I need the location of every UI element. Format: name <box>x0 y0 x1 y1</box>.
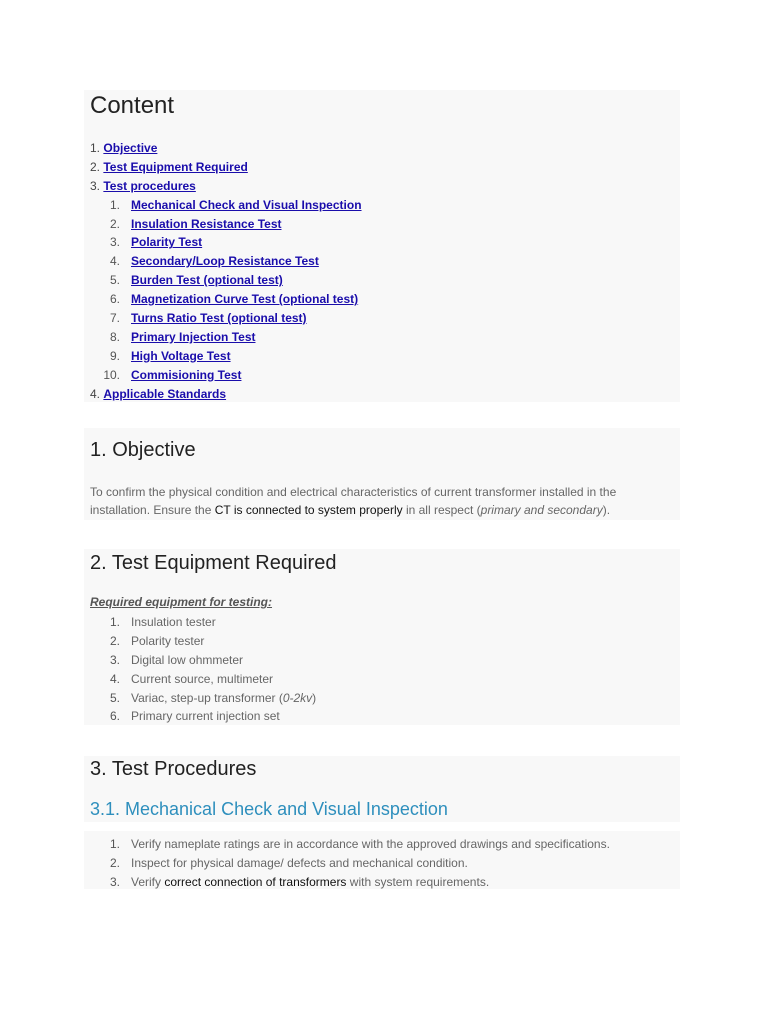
toc-link-applicable-standards[interactable]: Applicable Standards <box>103 386 227 401</box>
objective-paragraph: To confirm the physical condition and electrical characteristics of current transformer installed in the installation. Ensure the CT is connected to system properly in all respect (primary and secondary). <box>90 485 617 517</box>
toc-link-mechanical-check[interactable]: Mechanical Check and Visual Inspection <box>131 197 362 212</box>
procedures-heading: 3. Test Procedures <box>90 758 257 780</box>
toc-link-magnetization[interactable]: Magnetization Curve Test (optional test) <box>131 292 359 307</box>
toc-item: 1. Objective <box>90 141 158 155</box>
toc-sub-item: 1. Mechanical Check and Visual Inspection <box>90 196 670 215</box>
toc-link-objective[interactable]: Objective <box>103 141 158 155</box>
toc-sub-item: 9. High Voltage Test <box>90 347 670 366</box>
toc-item: 3. Test procedures <box>90 178 196 193</box>
procedures-heading-section <box>84 756 680 822</box>
toc-section <box>84 90 680 402</box>
toc-sub-item: 5. Burden Test (optional test) <box>90 271 670 290</box>
toc-sub-item: 10. Commisioning Test <box>90 366 670 385</box>
procedures-steps-section <box>84 831 680 889</box>
toc-link-test-equipment[interactable]: Test Equipment Required <box>103 159 248 174</box>
objective-heading: 1. Objective <box>90 439 196 461</box>
toc-link-secondary-loop[interactable]: Secondary/Loop Resistance Test <box>131 254 319 269</box>
correct-connection-link: correct connection of transformers <box>164 874 347 889</box>
ct-connected-link: CT is connected to system properly <box>214 503 403 517</box>
equipment-list <box>90 613 670 726</box>
list-item: 2. Inspect for physical damage/ defects and mechanical condition. <box>109 855 468 870</box>
toc-link-burden[interactable]: Burden Test (optional test) <box>131 273 283 288</box>
equipment-subheading: Required equipment for testing: <box>90 595 273 609</box>
toc-link-turns-ratio[interactable]: Turns Ratio Test (optional test) <box>131 311 307 326</box>
list-item: 5. Variac, step-up transformer (0-2kv) <box>109 690 317 705</box>
objective-section <box>84 428 680 520</box>
list-item: 2. Polarity tester <box>109 633 205 648</box>
toc-sub-item: 3. Polarity Test <box>90 233 670 252</box>
toc-sub-item: 4. Secondary/Loop Resistance Test <box>90 252 670 271</box>
toc-link-insulation-resistance[interactable]: Insulation Resistance Test <box>131 216 282 231</box>
mechanical-check-heading: 3.1. Mechanical Check and Visual Inspection <box>90 799 448 819</box>
toc-sub-item: 8. Primary Injection Test <box>90 328 670 347</box>
list-item: 3. Verify correct connection of transformers with system requirements. <box>109 874 490 889</box>
toc-sub-item: 2. Insulation Resistance Test <box>90 215 670 234</box>
toc-item: 2. Test Equipment Required <box>90 159 248 174</box>
toc-item: 4. Applicable Standards <box>90 386 227 401</box>
equipment-section <box>84 549 680 725</box>
toc-link-test-procedures[interactable]: Test procedures <box>103 178 196 193</box>
toc-link-high-voltage[interactable]: High Voltage Test <box>131 348 231 363</box>
toc-link-commisioning[interactable]: Commisioning Test <box>131 367 242 382</box>
toc-link-polarity[interactable]: Polarity Test <box>131 235 203 250</box>
list-item: 6. Primary current injection set <box>109 709 280 724</box>
toc-sub-item: 6. Magnetization Curve Test (optional test) <box>90 290 670 309</box>
content-heading: Content <box>90 92 175 119</box>
list-item: 4. Current source, multimeter <box>109 671 274 686</box>
toc-sub-item: 7. Turns Ratio Test (optional test) <box>90 309 670 328</box>
equipment-heading: 2. Test Equipment Required <box>90 552 337 574</box>
list-item: 1. Insulation tester <box>109 615 216 629</box>
steps-list <box>90 835 670 892</box>
list-item: 1. Verify nameplate ratings are in accordance with the approved drawings and specifications. <box>109 837 610 851</box>
list-item: 3. Digital low ohmmeter <box>109 652 244 667</box>
toc-link-primary-injection[interactable]: Primary Injection Test <box>131 329 256 344</box>
